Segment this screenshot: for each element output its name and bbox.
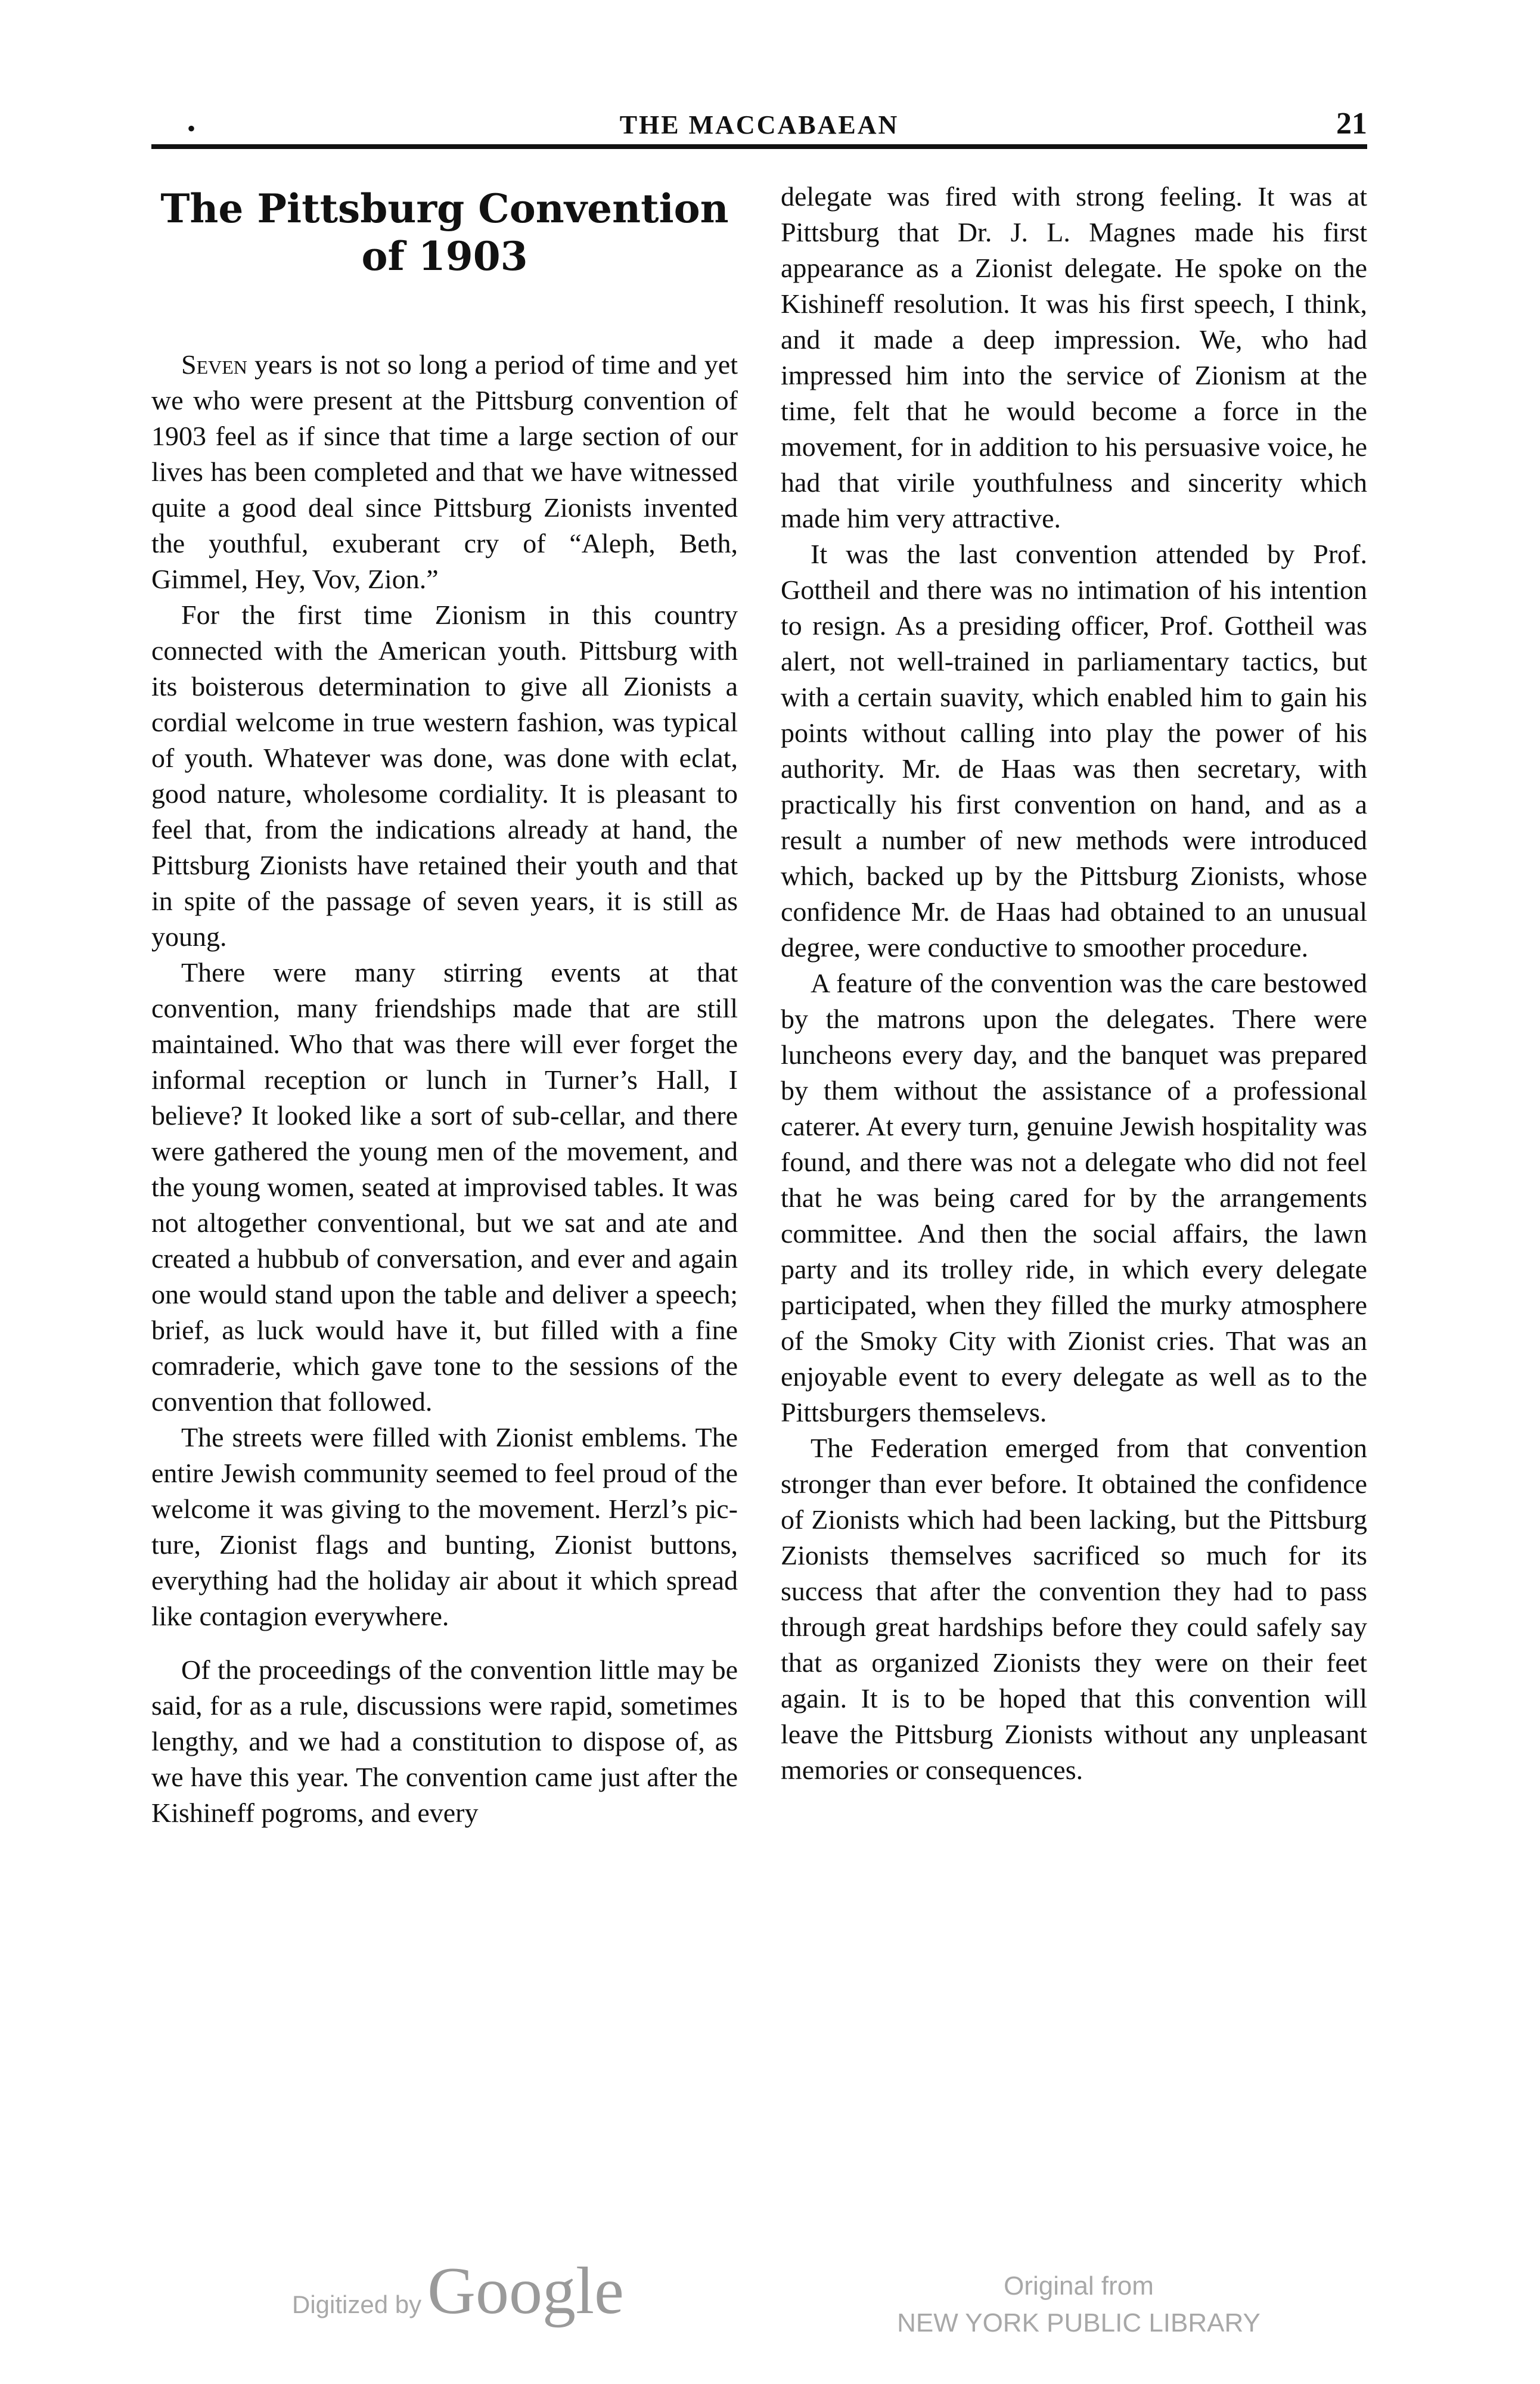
header-dot: • xyxy=(187,115,196,142)
paragraph-5: Of the proceedings of the convention little may be said, for as a rule, discussions were rapid, sometimes lengthy, and we had a constitution to dispose of, as we have this year. The convention came just after the Kishineff pogroms, and every xyxy=(151,1654,738,1828)
paragraph-9: The Federation emerged from that convention stronger than ever before. It obtained the confidence of Zionists which had been lacking, but the Pittsburg Zionists themselves sacrificed so much for its success that after the convention they had to pass through great hardships before they could safely say that as organized Zionists they were on their feet again. It is to be hoped that this convention will leave the Pittsburg Zionists without any unpleasant memories or consequences. xyxy=(781,1433,1367,1785)
digitized-by-text: Digitized by xyxy=(292,2290,422,2318)
journal-title: THE MACCABAEAN xyxy=(619,110,899,139)
lead-word: Seven xyxy=(181,349,247,380)
google-logo: Google xyxy=(427,2254,624,2328)
original-from-watermark xyxy=(888,2268,1269,2342)
left-column xyxy=(151,179,738,1831)
running-header xyxy=(151,101,1367,149)
original-from-text: Original from xyxy=(1004,2271,1154,2301)
paragraph-3: There were many stirring events at that convention, many friendships made that are still maintained. Who that was there will ever forget the informal reception or lunch in Turner’s Hall, I believe? It looked like a sort of sub-cellar, and there were gathered the young men of the movement, and the young women, seated at improvised tables. It was not altogether conventional, but we sat and ate and created a hubbub of conversation, and ever and again one would stand upon the table and deliver a speech; brief, as luck would have it, but filled with a fine comraderie, which gave tone to the sessions of the convention that followed. xyxy=(151,957,738,1417)
library-name: NEW YORK PUBLIC LIBRARY xyxy=(897,2308,1260,2338)
digitized-by-watermark xyxy=(292,2253,624,2336)
paragraph-2: For the first time Zionism in this country connected with the American youth. Pittsburg with its boisterous determination to give all Zionists a cordial welcome in true western fashion, was typical of youth. Whatever was done, was done with eclat, good nature, wholesome cordiality. It is pleasant to feel that, from the indications already at hand, the Pittsburg Zionists have retained their youth and that in spite of the passage of seven years, it is still as young. xyxy=(151,600,738,952)
paragraph-6: delegate was fired with strong feeling. It was at Pittsburg that Dr. J. L. Magnes made his first appearance as a Zionist delegate. He spoke on the Kishineff resolution. It was his first speech, I think, and it made a deep impression. We, who had impressed him into the service of Zionism at the time, felt that he would become a force in the movement, for in addition to his persuasive voice, he had that virile youthfulness and sincerity which made him very attractive. xyxy=(781,181,1367,533)
paragraph-8: A feature of the convention was the care bestowed by the matrons upon the delegates. There were luncheons every day, and the banquet was prepared by them without the assistance of a professional caterer. At every turn, genuine Jewish hospitality was found, and there was not a delegate who did not feel that he was being cared for by the arrangements committee. And then the social affairs, the lawn party and its trolley ride, in which every delegate participated, when they filled the murky atmosphere of the Smoky City with Zionist cries. That was an enjoyable event to every delegate as well as to the Pittsburgers themselevs. xyxy=(781,968,1367,1427)
article-title: The Pittsburg Convention of 1903 xyxy=(160,185,729,280)
right-column xyxy=(781,179,1367,1788)
paragraph-1-text: years is not so long a period of time and yet we who were present at the Pittsburg convention of 1903 feel as if since that time a large section of our lives has been completed and that we have witnessed quite a good deal since Pittsburg Zionists invented the youthful, exuberant cry of “Aleph, Beth, Gimmel, Hey, Vov, Zion.” xyxy=(151,349,738,594)
page-number: 21 xyxy=(1336,107,1367,141)
paragraph-1 xyxy=(151,347,738,597)
paragraph-4: The streets were filled with Zionist emblems. The entire Jewish community seemed to feel proud of the welcome it was giving to the movement. Herzl’s picture, Zionist flags and bunting, Zionist buttons, everything had the holiday air about it which spread like contagion everywhere. xyxy=(151,1422,738,1631)
header-rule xyxy=(151,144,1367,149)
paragraph-7: It was the last convention attended by Prof. Gottheil and there was no intimation of his intention to resign. As a presiding officer, Prof. Gottheil was alert, not well-trained in parliamentary tactics, but with a certain suavity, which enabled him to gain his points without calling into play the power of his authority. Mr. de Haas was then secretary, with practically his first convention on hand, and as a result a number of new methods were introduced which, backed up by the Pittsburg Zionists, whose confidence Mr. de Haas had obtained to an unusual degree, were conductive to smoother procedure. xyxy=(781,539,1367,963)
